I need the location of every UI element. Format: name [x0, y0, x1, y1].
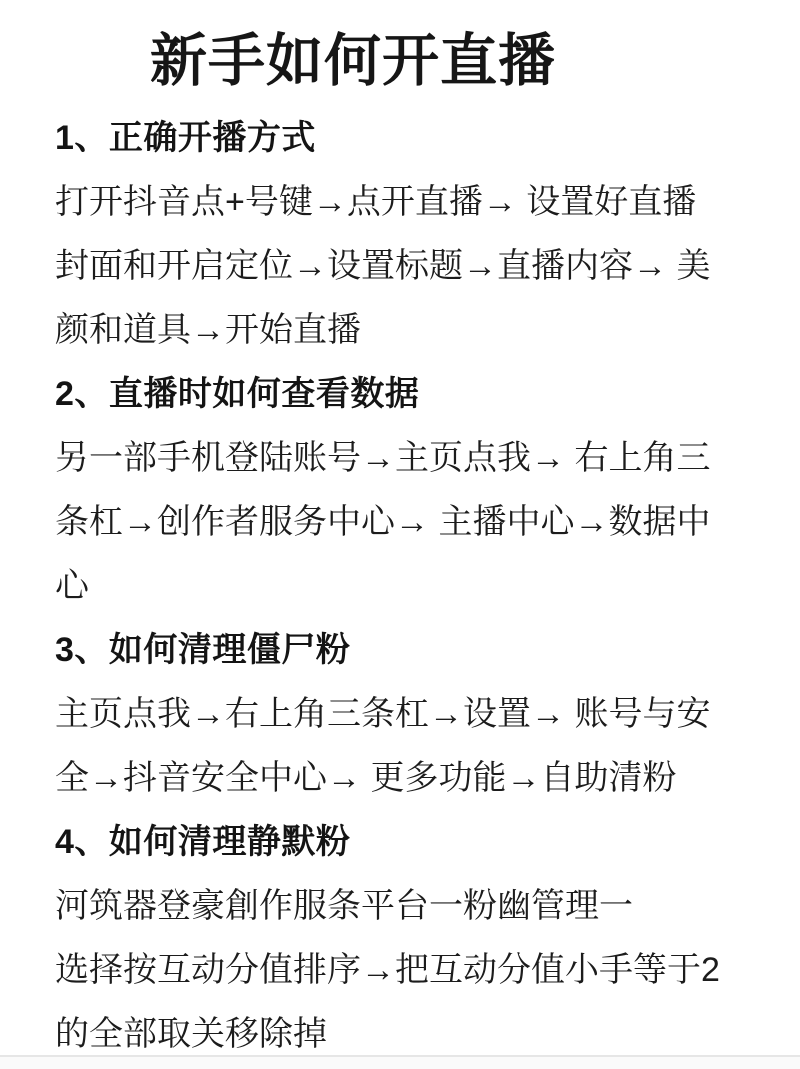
section-3 [55, 618, 770, 810]
section-4-line-3: 的全部取关移除掉 [55, 1015, 327, 1053]
section-1-line-1: 打开抖音点+号键→点开直播→ 设置好直播 [55, 183, 697, 221]
section-2-line-1: 另一部手机登陆账号→主页点我→ 右上角三 [55, 439, 711, 477]
section-1-heading: 1、正确开播方式 [55, 119, 316, 157]
section-2-line-2: 条杠→创作者服务中心→ 主播中心→数据中 [55, 503, 711, 541]
section-4-line-1: 河筑器登豪創作服条平台一粉幽管理一 [55, 887, 633, 925]
section-2-line-3: 心 [55, 567, 89, 605]
section-3-line-2: 全→抖音安全中心→ 更多功能→自助清粉 [55, 759, 677, 797]
section-2 [55, 362, 770, 618]
page-title: 新手如何开直播 [150, 29, 556, 93]
note-content [0, 92, 800, 1066]
section-1-line-3: 颜和道具→开始直播 [55, 311, 361, 349]
bottom-divider [0, 1055, 800, 1069]
section-4-heading: 4、如何清理静默粉 [55, 823, 351, 861]
section-4-line-2: 选择按互动分值排序→把互动分值小手等于2 [55, 951, 720, 989]
section-4 [55, 810, 770, 1066]
section-1-line-2: 封面和开启定位→设置标题→直播内容→ 美 [55, 247, 711, 285]
section-1 [55, 106, 770, 362]
section-3-heading: 3、如何清理僵尸粉 [55, 631, 351, 669]
section-3-line-1: 主页点我→右上角三条杠→设置→ 账号与安 [55, 695, 711, 733]
section-2-heading: 2、直播时如何查看数据 [55, 375, 420, 413]
